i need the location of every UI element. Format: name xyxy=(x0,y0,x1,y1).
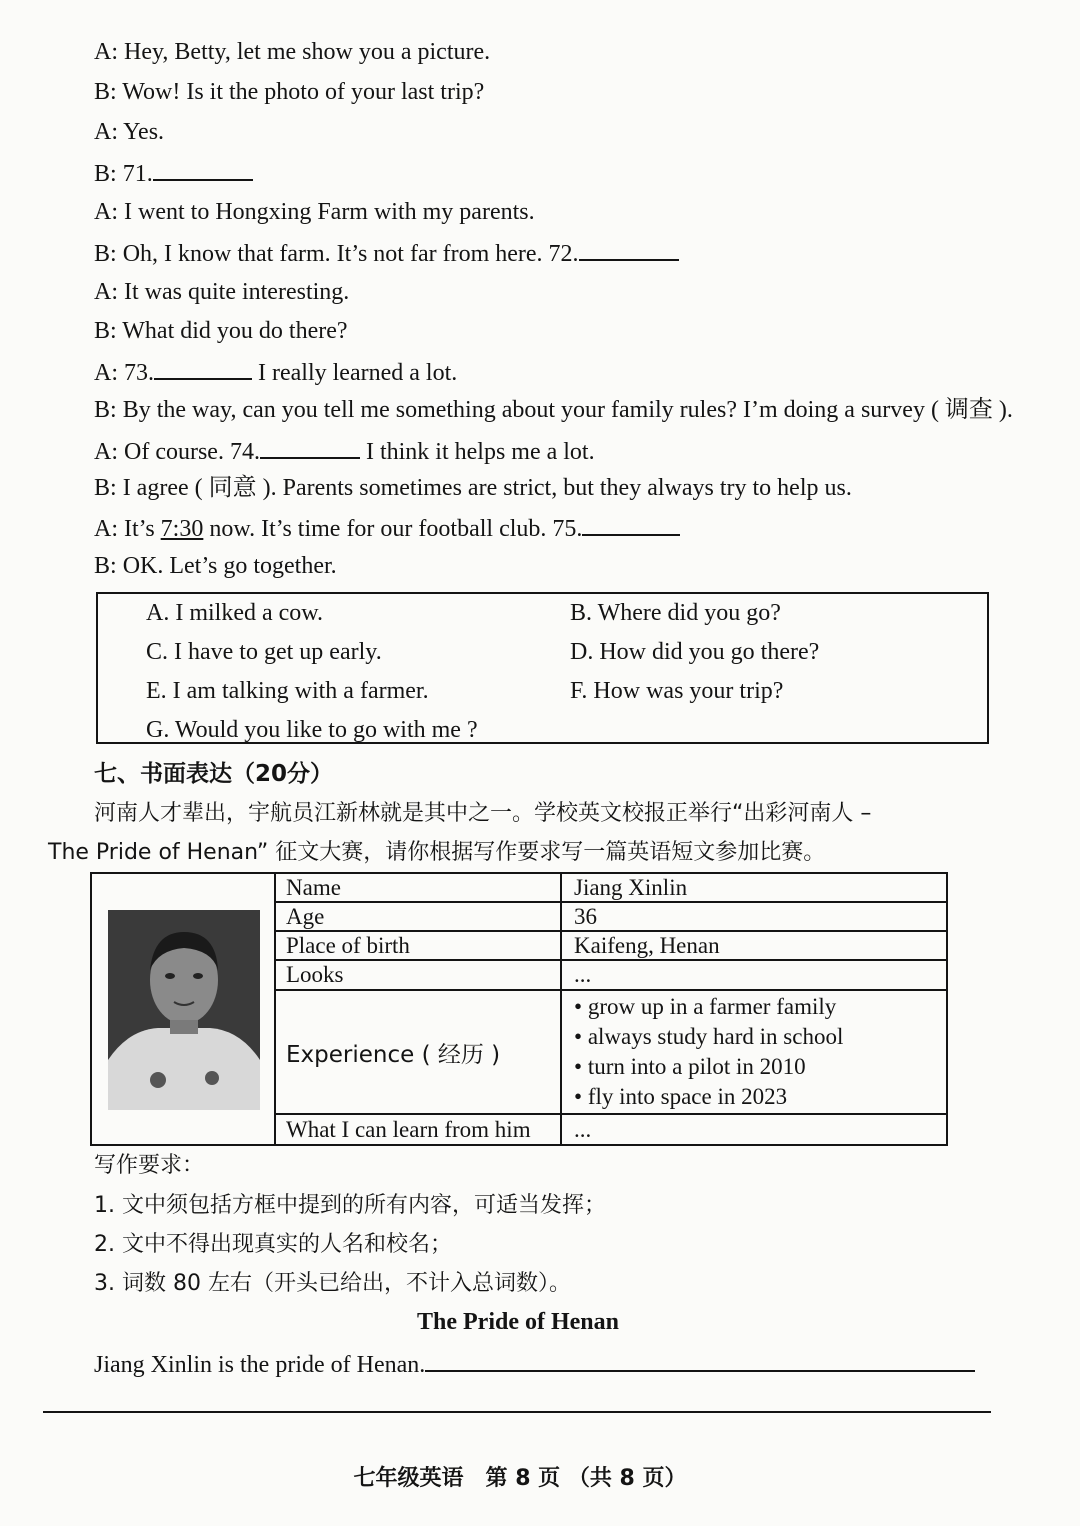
experience-value xyxy=(562,991,946,1113)
profile-row-age xyxy=(276,903,946,932)
learn-label: What I can learn from him xyxy=(276,1115,562,1144)
astronaut-photo xyxy=(108,910,260,1110)
looks-label: Looks xyxy=(276,961,562,989)
option-g[interactable]: G. Would you like to go with me ? xyxy=(146,717,478,743)
dialogue-line: A: Hey, Betty, let me show you a picture. xyxy=(94,39,491,65)
dialogue-line: A: It was quite interesting. xyxy=(94,279,350,305)
profile-row-birth xyxy=(276,932,946,961)
answer-blank-73[interactable] xyxy=(154,356,252,380)
essay-writing-blank[interactable] xyxy=(425,1348,975,1372)
section-intro-line1: 河南人才辈出，宇航员江新林就是其中之一。学校英文校报正举行“出彩河南人 – xyxy=(94,801,872,826)
dialogue-line: A: It’s 7:30 now. It’s time for our football club. 75. xyxy=(94,512,680,544)
photo-cell xyxy=(92,874,276,1144)
name-value: Jiang Xinlin xyxy=(574,874,688,900)
dialogue-line: A: I went to Hongxing Farm with my parents. xyxy=(94,199,535,225)
section-heading: 七、书面表达（20分） xyxy=(94,761,334,787)
dialogue-line: B: OK. Let’s go together. xyxy=(94,553,337,579)
profile-row-learn xyxy=(276,1115,946,1144)
profile-row-looks xyxy=(276,961,946,991)
dialogue-line: B: 71. xyxy=(94,157,253,189)
profile-row-name xyxy=(276,874,946,903)
profile-table xyxy=(90,872,948,1146)
dialogue-line: B: By the way, can you tell me something about your family rules? I’m doing a survey ( 调查 ). xyxy=(94,397,1013,423)
dialogue-line: B: Wow! Is it the photo of your last trip? xyxy=(94,79,485,105)
essay-opening-line: Jiang Xinlin is the pride of Henan. xyxy=(94,1348,975,1380)
experience-list xyxy=(574,992,843,1112)
name-label: Name xyxy=(276,874,562,901)
option-a[interactable]: A. I milked a cow. xyxy=(146,600,324,626)
looks-value: ... xyxy=(574,962,592,987)
birth-value: Kaifeng, Henan xyxy=(574,932,720,958)
time-text: 7:30 xyxy=(160,516,204,542)
profile-row-experience xyxy=(276,991,946,1115)
dialogue-line: B: What did you do there? xyxy=(94,318,348,344)
option-d[interactable]: D. How did you go there? xyxy=(570,639,820,665)
essay-title: The Pride of Henan xyxy=(417,1309,619,1335)
answer-blank-72[interactable] xyxy=(579,237,679,261)
dialogue-line: A: 73. I really learned a lot. xyxy=(94,356,457,388)
section-intro-line2: The Pride of Henan” 征文大赛，请你根据写作要求写一篇英语短文参加比赛。 xyxy=(48,840,826,865)
page-footer: 七年级英语 第 8 页 （共 8 页） xyxy=(353,1466,687,1491)
experience-item: • grow up in a farmer family xyxy=(574,992,843,1022)
option-c[interactable]: C. I have to get up early. xyxy=(146,639,382,665)
birth-label: Place of birth xyxy=(276,932,562,959)
answer-blank-71[interactable] xyxy=(153,157,253,181)
options-box xyxy=(96,592,989,744)
answer-blank-74[interactable] xyxy=(260,435,360,459)
learn-value: ... xyxy=(574,1116,592,1142)
dialogue-line: B: Oh, I know that farm. It’s not far from here. 72. xyxy=(94,237,679,269)
requirement-2: 2. 文中不得出现真实的人名和校名； xyxy=(94,1232,452,1257)
bottom-rule xyxy=(43,1411,991,1413)
answer-blank-75[interactable] xyxy=(582,512,680,536)
option-b[interactable]: B. Where did you go? xyxy=(570,600,781,626)
experience-item: • turn into a pilot in 2010 xyxy=(574,1052,843,1082)
age-value: 36 xyxy=(574,903,597,929)
requirements-title: 写作要求： xyxy=(94,1153,205,1178)
dialogue-line: A: Of course. 74. I think it helps me a lot. xyxy=(94,435,595,467)
requirement-3: 3. 词数 80 左右（开头已给出，不计入总词数）。 xyxy=(94,1271,571,1296)
dialogue-line: B: I agree ( 同意 ). Parents sometimes are strict, but they always try to help us. xyxy=(94,475,852,501)
experience-item: • always study hard in school xyxy=(574,1022,843,1052)
option-f[interactable]: F. How was your trip? xyxy=(570,678,784,704)
requirement-1: 1. 文中须包括方框中提到的所有内容，可适当发挥； xyxy=(94,1193,606,1218)
experience-label: Experience ( 经历 ) xyxy=(276,991,562,1113)
dialogue-line: A: Yes. xyxy=(94,119,165,145)
age-label: Age xyxy=(276,903,562,930)
option-e[interactable]: E. I am talking with a farmer. xyxy=(146,678,429,704)
experience-item: • fly into space in 2023 xyxy=(574,1082,843,1112)
